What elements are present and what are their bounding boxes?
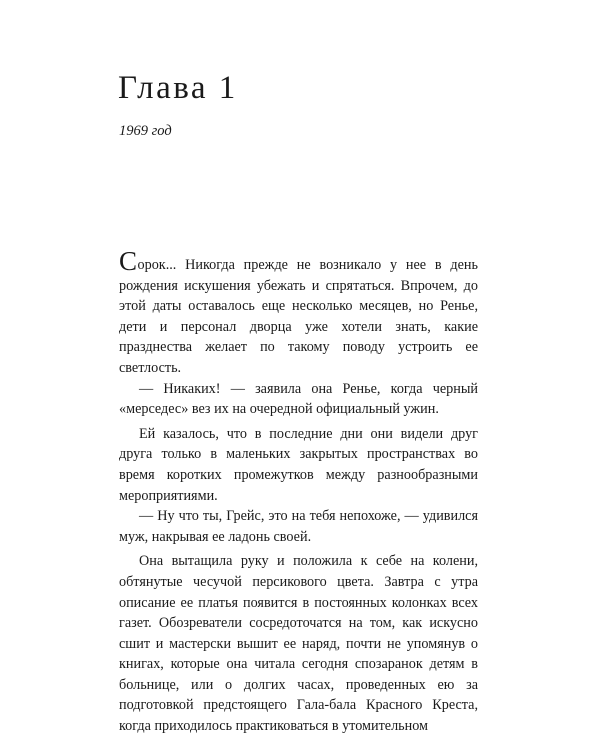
paragraph-5: Она вытащила руку и положила к себе на колени, обтянутые чесучой персикового цвета. Завтра с утра описание ее платья появится в постоянных колонках всех газет. Обозреватели сосредоточатся на том, как искусно сшит и мастерски вышит ее наряд, почти не упомянув о книгах, которые она читала сегодня спозаранок детям в больнице, или о долгих часах, проведенных ею за подготовкой предстоящего Гала-бала Красного Креста, когда приходилось практиковаться в утомительном (119, 553, 478, 735)
paragraph-2: — Никаких! — заявила она Ренье, когда черный «мерседес» вез их на очередной официальный ужин. (119, 380, 478, 418)
chapter-body (119, 248, 478, 737)
chapter-title: Глава 1 (118, 70, 238, 106)
paragraph-1-text: орок... Никогда прежде не возникало у нее в день рождения искушения убежать и спрятаться. Впрочем, до этой даты оставалось еще несколько месяцев, но Ренье, дети и персонал дворца уже хотели знать, какие празднества желает по такому поводу устроить ее светлость. (119, 257, 478, 376)
chapter-year: 1969 год (119, 123, 172, 139)
paragraph-3: Ей казалось, что в последние дни они видели друг друга только в маленьких закрытых пространствах во время коротких промежутков между разнообразными мероприятиями. (119, 425, 478, 504)
paragraph-4: — Ну что ты, Грейс, это на тебя непохоже, — удивился муж, накрывая ее ладонь своей. (119, 508, 478, 545)
drop-initial: С (119, 246, 138, 276)
paragraph-1 (119, 248, 478, 379)
